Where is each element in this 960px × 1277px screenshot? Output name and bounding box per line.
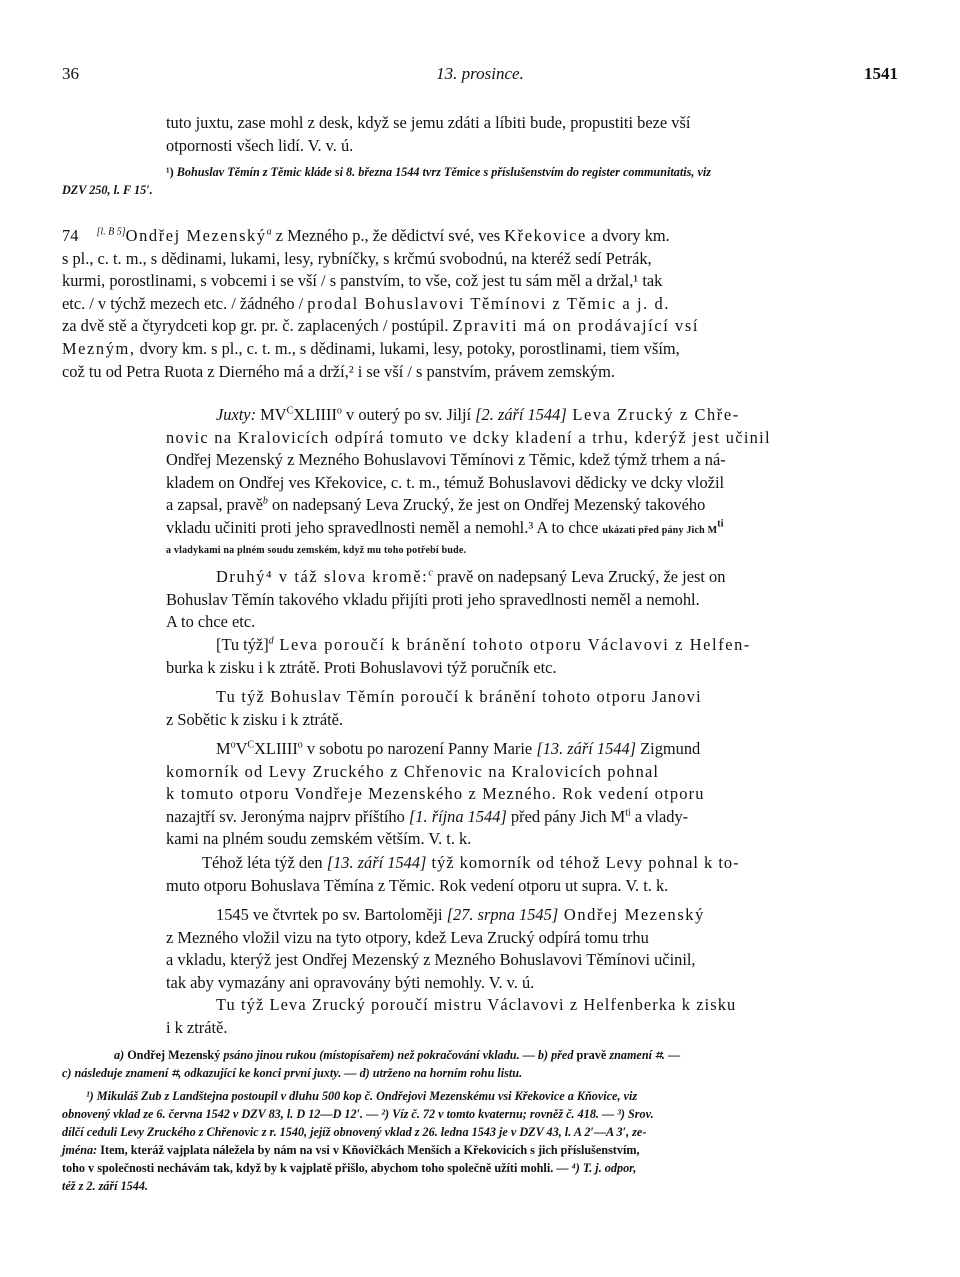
page-header — [62, 64, 898, 88]
tu-tyz-paragraph-2: Tu týž Bohuslav Těmín poroučí k bránění tohoto otporu Janovi z Sobětic k zisku i k ztrátě. — [166, 687, 702, 729]
druhy-paragraph: Druhý⁴ v táž slova kromě:$^c$ pravě on nadepsaný Leva Zrucký, že jest on Bohuslav Těmín takového vkladu přijíti proti jeho spravedlnosti neměl a nemohl. A to chce etc. — [166, 567, 726, 632]
date-bracket: [1. října 1544] — [408, 806, 507, 826]
footnote-marker: ¹) — [166, 165, 174, 179]
text-line: tuto juxtu, zase mohl z desk, když se jemu zdáti a líbiti bude, propustiti beze vší — [166, 113, 691, 132]
tu-tyz-paragraph-1: [Tu týž]$^d$ Leva poroučí k bránění tohoto otporu Václavovi z Helfen- burka k zisku i k ztrátě. Proti Bohuslavovi týž poručník etc. — [166, 635, 751, 677]
footnote-text: DZV 250, l. F 15′. — [62, 183, 153, 197]
page-number: 36 — [62, 64, 79, 83]
text-line: otpornosti všech lidí. V. v. ú. — [166, 135, 354, 155]
same-year-paragraph: Téhož léta týž den [13. září 1544] týž komorník od téhož Levy pohnal k to- muto otporu Bohuslava Těmína z Těmic. Rok vedení otporu ut supra. V. t. k. — [166, 853, 740, 895]
text-line: což tu od Petra Ruota z Dierného má a drží,² i se vší / s panstvím, právem zemským. — [62, 361, 615, 381]
inline-footnote — [62, 163, 902, 199]
juxty-paragraph: Juxty: $MV^CXLIIII^o$ v outerý po sv. Jiljí [2. září 1544] Leva Zrucký z Chře- novic na Kralovicích odpírá tomuto ve dcky kladení a trhu, kderýž jest učinil Ondřej Mezenský z Mezného Bohuslavovi Těmínovi z Těmic, kdež týmž trhem a ná- kladem on Ondřej ves Křekovice, c. t. m., témuž Bohuslavovi dědicky ve dcky vložil a zapsal, pravě$^b$ on nadepsaný Leva Zrucký, že jest on Ondřej Mezenský takového vkladu učiniti proti jeho spravedlnosti neměl a nemohl.³ A to chce ukázati před pány Jich $M^{ti}$ a vladykami na plném soudu zemském, když mu toho potřebí bude. — [166, 405, 771, 556]
entry-number: 74 — [62, 226, 79, 245]
village-name: Křekovice — [504, 226, 587, 245]
textual-notes: a) Ondřej Mezenský psáno jinou rukou (místopísařem) než pokračování vkladu. — b) před pravě znamení ⌗. — c) následuje znamení ⌗, odkazující ke konci první juxty. — d) utrženo na horním rohu listu. — [62, 1048, 681, 1080]
tu-tyz-paragraph-3: Tu týž Leva Zrucký poroučí mistru Václavovi z Helfenberka k zisku i k ztrátě. — [166, 995, 737, 1037]
folio-ref: [l. B 5] — [96, 226, 126, 238]
text-line: s pl., c. t. m., s dědinami, lukami, lesy, rybníčky, s krčmú svobodnú, na kteréž sedí Petrák, — [62, 248, 652, 268]
date-bracket: [27. srpna 1545] — [446, 905, 559, 924]
running-date: 13. prosince. — [436, 64, 524, 83]
summons-paragraph: $M^oV^CXLIIII^o$ v sobotu po narození Panny Marie [13. září 1544] Zigmund komorník od Levy Zruckého z Chřenovic na Kralovicích pohnal k tomuto otporu Vondřeje Mezenského z Mezného. Rok vedení otporu nazajtří sv. Jeronýma najprv příštího [1. října 1544] před pány Jich $M^{ti}$ a vlady- kami na plném soudu zemském větším. V. t. k. — [166, 739, 705, 849]
text-line: kurmi, porostlinami, s vobcemi i se vší / s panstvím, to vše, což jest tu sám měl a držal,¹ tak — [62, 271, 663, 291]
footnotes: ¹) Mikuláš Zub z Landštejna postoupil v dluhu 500 kop č. Ondřejovi Mezenskému vsi Křekovice a Kňovice, viz obnovený vklad ze 6. června 1542 v DZV 83, l. D 12—D 12′. — ²) Víz č. 72 v tomto kvaternu; rovněž č. 418. — ³) Srov. dílčí ceduli Levy Zruckého z Chřenovic z r. 1540, jejíž obnovený vklad z 26. ledna 1543 je v DZV 43, l. A 2′—A 3′, ze- jména: Item, kteráž vajplata náležela by nám na vsi v Kňovičkách Menších a Křekovicích s jich příslušenstvím, toho v společnosti nechávám tak, když by k vajplatě přišlo, abychom toho společně užíti mohli. — ⁴) T. j. odpor, též z 2. září 1544. — [62, 1089, 654, 1193]
date-bracket: [13. září 1544] — [326, 853, 427, 872]
date-bracket: [2. září 1544] — [475, 405, 567, 424]
person-name: Ondřej Mezenský — [125, 226, 267, 245]
visa-paragraph: 1545 ve čtvrtek po sv. Bartoloměji [27. srpna 1545] Ondřej Mezenský z Mezného vložil vizu na tyto otpory, kdež Leva Zrucký odpírá tomu trhu a vkladu, kterýž jest Ondřej Mezenský z Mezného Bohuslavovi Těmínovi učinil, tak aby vymazány ani opravovány býti nemohly. V. v. ú. — [166, 905, 705, 992]
running-year: 1541 — [864, 64, 898, 83]
previous-entry-end — [166, 112, 894, 157]
footnote-text: Bohuslav Těmín z Těmic kláde si 8. března 1544 tvrz Těmice s příslušenstvím do register communitatis, viz — [176, 165, 711, 179]
entry-74: 74 [l. B 5]Ondřej Mezenský$^a$ z Mezného p., že dědictví své, ves Křekovice a dvory km. s pl., c. t. m., s dědinami, lukami, lesy, rybníčky, s krčmú svobodnú, na kteréž sedí Petrák, kurmi, porostlinami, s vobcemi i se vší / s panstvím, to vše, což jest tu sám měl a držal,¹ tak etc. / v týchž mezech etc. / žádného / prodal Bohuslavovi Těmínovi z Těmic a j. d. za dvě stě a čtyrydceti kop gr. pr. č. zaplacených / postúpil. Zpraviti má on prodávající vsí Mezným, dvory km. s pl., c. t. m., s dědinami, lukami, lesy, potoky, porostlinami, tiem vším, což tu od Petra Ruota z Dierného má a drží,² i se vší / s panstvím, právem zemským. — [62, 225, 898, 383]
date-bracket: [13. září 1544] — [536, 739, 637, 758]
